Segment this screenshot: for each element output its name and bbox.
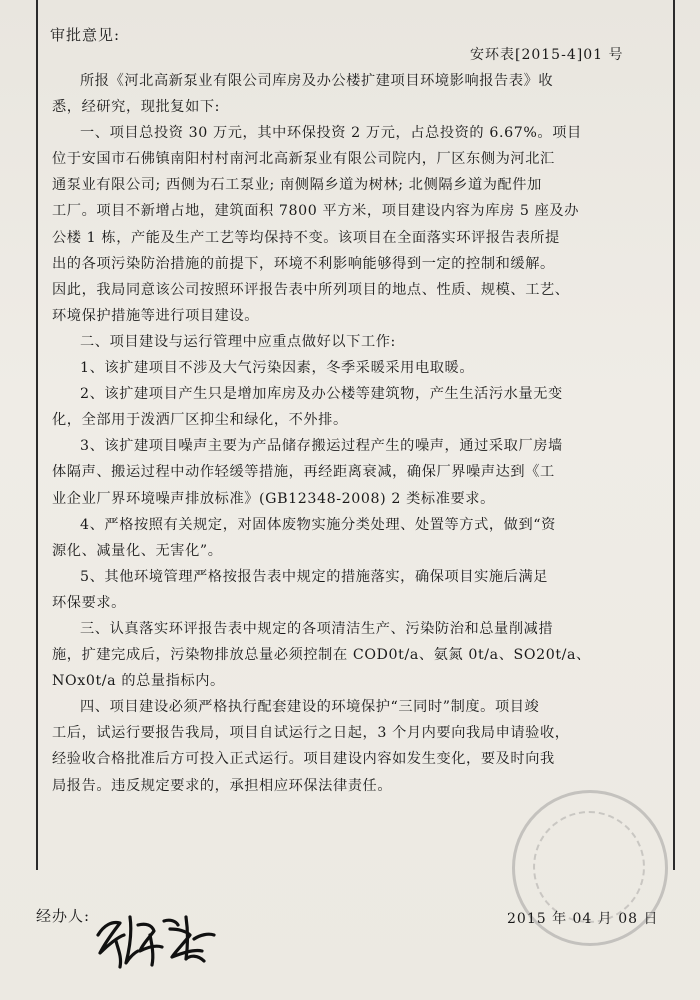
body-line: 悉，经研究，现批复如下: [52,99,221,116]
body-line: 二、项目建设与运行管理中应重点做好以下工作: [80,333,396,350]
body-line: 所报《河北高新泵业有限公司库房及办公楼扩建项目环境影响报告表》收 [80,73,554,89]
body-line: 公楼 1 栋，产能及生产工艺等均保持不变。该项目在全面落实环评报告表所提 [52,229,560,246]
body-line: 业企业厂界环境噪声排放标准》(GB12348-2008) 2 类标准要求。 [52,490,495,507]
body-line: 1、该扩建项目不涉及大气污染因素，冬季采暖采用电取暖。 [80,360,475,377]
body-line: 3、该扩建项目噪声主要为产品储存搬运过程产生的噪声，通过采取厂房墙 [80,438,563,455]
handwritten-signature [90,895,220,975]
body-line: 2、该扩建项目产生只是增加库房及办公楼等建筑物，产生生活污水量无变 [80,386,563,403]
body-line: 施，扩建完成后，污染物排放总量必须控制在 COD0t/a、氨氮 0t/a、SO20t/a、 [52,647,591,664]
body-line: 工厂。项目不新增占地，建筑面积 7800 平方米，项目建设内容为库房 5 座及办 [52,203,579,220]
body-line: 三、认真落实环评报告表中规定的各项清洁生产、污染防治和总量削减措 [80,620,554,637]
body-line: 一、项目总投资 30 万元，其中环保投资 2 万元，占总投资的 6.67%。项目 [80,125,582,142]
document-number: 安环表[2015-4]01 号 [470,47,624,63]
body-line: 源化、减量化、无害化”。 [52,542,223,559]
handler-label: 经办人: [36,907,91,925]
frame-right-border [673,0,675,870]
approval-date: 2015 年 04 月 08 日 [507,911,659,927]
frame-left-border [36,0,38,870]
body-line: 4、严格按照有关规定，对固体废物实施分类处理、处置等方式，做到“资 [80,516,556,533]
body-line: 5、其他环境管理严格按报告表中规定的措施落实，确保项目实施后满足 [80,568,549,585]
body-line: 工后，试运行要报告我局，项目自试运行之日起，3 个月内要向我局申请验收， [52,725,570,742]
body-line: 体隔声、搬运过程中动作轻缓等措施，再经距离衰减，确保厂界噪声达到《工 [52,464,555,481]
body-line: 环保要求。 [52,594,126,611]
body-line: 因此，我局同意该公司按照环评报告表中所列项目的地点、性质、规模、工艺、 [52,281,570,298]
body-line: 环境保护措施等进行项目建设。 [52,307,260,324]
body-line: 四、项目建设必须严格执行配套建设的环境保护“三同时”制度。项目竣 [80,699,540,716]
body-line: 通泵业有限公司; 西侧为石工泵业; 南侧隔乡道为树林; 北侧隔乡道为配件加 [52,177,542,194]
body-line: 位于安国市石佛镇南阳村村南河北高新泵业有限公司院内，厂区东侧为河北汇 [52,151,555,168]
body-line: 化，全部用于泼洒厂区抑尘和绿化，不外排。 [52,412,348,429]
body-line: 经验收合格批准后方可投入正式运行。项目建设内容如发生变化，要及时向我 [52,751,555,768]
approval-body-text [52,68,664,799]
body-line: 出的各项污染防治措施的前提下，环境不利影响能够得到一定的控制和缓解。 [52,255,555,272]
body-line: NOx0t/a 的总量指标内。 [52,673,225,690]
approval-opinion-label: 审批意见: [50,26,121,44]
seal-inner-ring [533,811,645,923]
body-line: 局报告。违反规定要求的，承担相应环保法律责任。 [52,777,393,794]
